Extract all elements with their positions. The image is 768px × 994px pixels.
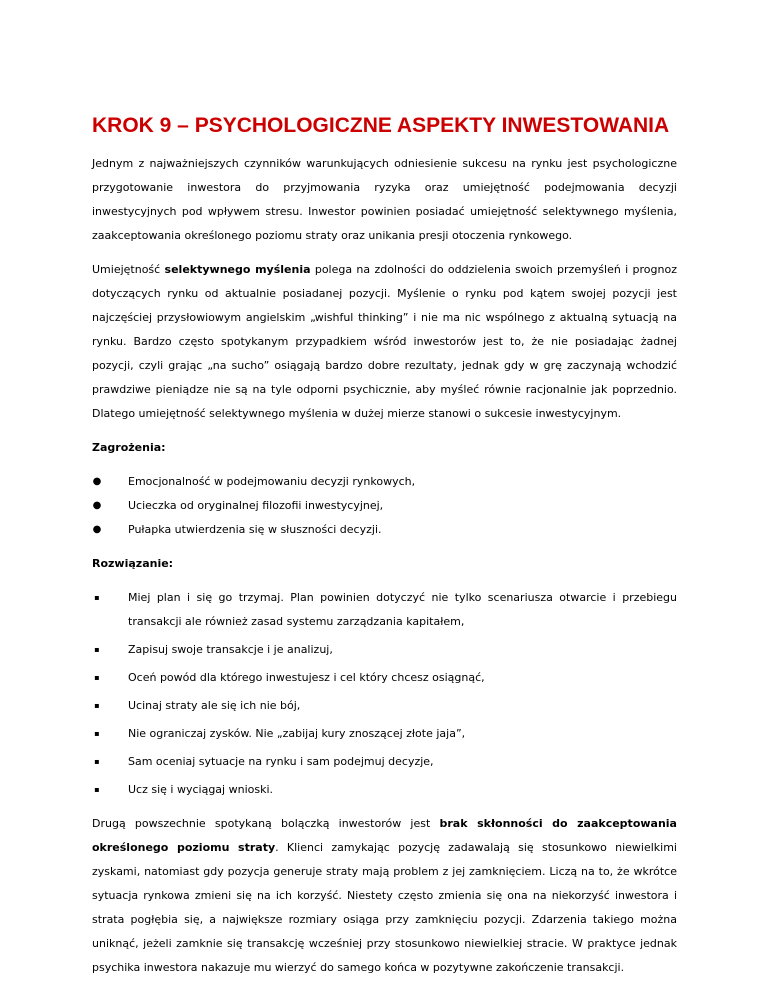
threat-text: Emocjonalność w podejmowaniu decyzji rynkowych,	[128, 475, 416, 488]
list-item	[92, 638, 677, 662]
solution-text: Nie ograniczaj zysków. Nie „zabijaj kury znoszącej złote jaja”,	[128, 727, 466, 740]
document-body	[92, 152, 677, 990]
list-item	[92, 666, 677, 690]
bullet-icon: ▪	[94, 757, 100, 766]
threats-heading: Zagrożenia:	[92, 441, 166, 454]
selective-text-rest: polega na zdolności do oddzielenia swoich przemyśleń i prognoz dotyczących rynku od aktualnie posiadanej pozycji. Myślenie o rynku pod kątem swojej pozycji jest najczęściej przysłowiowym angielskim „wishful thinking” i nie ma nic wspólnego z aktualną sytuacją na rynku. Bardzo często spotykanym przypadkiem wśród inwestorów jest to, że nie posiadając żadnej pozycji, czyli grając „na sucho” osiągają bardzo dobre rezultaty, jednak gdy w grę zaczynają wchodzić prawdziwe pieniądze nie są na tyle odporni psychicznie, aby myśleć równie racjonalnie jak poprzednio. Dlatego umiejętność selektywnego myślenia w dużej mierze stanowi o sukcesie inwestycyjnym.	[92, 263, 677, 420]
solution-text: Sam oceniaj sytuacje na rynku i sam podejmuj decyzje,	[128, 755, 434, 768]
list-item	[92, 722, 677, 746]
bullet-icon: ▪	[94, 785, 100, 794]
bullet-icon: ▪	[94, 701, 100, 710]
list-item	[92, 778, 677, 802]
solution-text: Oceń powód dla którego inwestujesz i cel który chcesz osiągnąć,	[128, 671, 485, 684]
loss-acceptance-paragraph	[92, 812, 677, 980]
bullet-icon: ▪	[94, 729, 100, 738]
loss-text-start: Drugą powszechnie spotykaną bolączką inwestorów jest	[92, 817, 440, 830]
bullet-icon: ●	[92, 476, 102, 487]
bullet-icon: ▪	[94, 593, 100, 602]
intro-paragraph: Jednym z najważniejszych czynników warunkujących odniesienie sukcesu na rynku jest psychologiczne przygotowanie inwestora do przyjmowania ryzyka oraz umiejętność podejmowania decyzji inwestycyjnych pod wpływem stresu. Inwestor powinien posiadać umiejętność selektywnego myślenia, zaakceptowania określonego poziomu straty oraz unikania presji otoczenia rynkowego.	[92, 157, 677, 242]
bullet-icon: ▪	[94, 645, 100, 654]
selective-thinking-term: selektywnego myślenia	[164, 263, 311, 276]
solution-text: Ucz się i wyciągaj wnioski.	[128, 783, 274, 796]
threat-text: Pułapka utwierdzenia się w słuszności decyzji.	[128, 523, 382, 536]
solution-text: Ucinaj straty ale się ich nie bój,	[128, 699, 301, 712]
list-item	[92, 694, 677, 718]
selective-text-start: Umiejętność	[92, 263, 165, 276]
list-item	[92, 750, 677, 774]
list-item	[92, 586, 677, 634]
bullet-icon: ▪	[94, 673, 100, 682]
threats-list	[92, 470, 677, 542]
solution-text: Zapisuj swoje transakcje i je analizuj,	[128, 643, 333, 656]
bullet-icon: ●	[92, 524, 102, 535]
list-item	[92, 518, 677, 542]
list-item	[92, 494, 677, 518]
solution-text: Miej plan i się go trzymaj. Plan powinien dotyczyć nie tylko scenariusza otwarcie i przebiegu transakcji ale również zasad systemu zarządzania kapitałem,	[128, 591, 677, 628]
page-title: KROK 9 – PSYCHOLOGICZNE ASPEKTY INWESTOWANIA	[92, 114, 670, 137]
solutions-heading: Rozwiązanie:	[92, 557, 174, 570]
bullet-icon: ●	[92, 500, 102, 511]
list-item	[92, 470, 677, 494]
threat-text: Ucieczka od oryginalnej filozofii inwestycyjnej,	[128, 499, 384, 512]
solutions-list	[92, 586, 677, 802]
selective-thinking-paragraph	[92, 258, 677, 426]
loss-acceptance-term: brak skłonności do zaakceptowania określonego poziomu straty	[92, 817, 677, 854]
loss-text-rest: . Klienci zamykając pozycję zadawalają się stosunkowo niewielkimi zyskami, natomiast gdy pozycja generuje straty mają problem z jej zamknięciem. Liczą na to, że wkrótce sytuacja rynkowa zmieni się na ich korzyść. Niestety często zmienia się ona na niekorzyść inwestora i strata pogłębia się, a największe rozmiary osiąga przy zamknięciu pozycji. Zdarzenia takiego można uniknąć, jeżeli zamknie się transakcję wcześniej przy stosunkowo niewielkiej stracie. W praktyce jednak psychika inwestora nakazuje mu wierzyć do samego końca w pozytywne zakończenie transakcji.	[92, 841, 677, 974]
